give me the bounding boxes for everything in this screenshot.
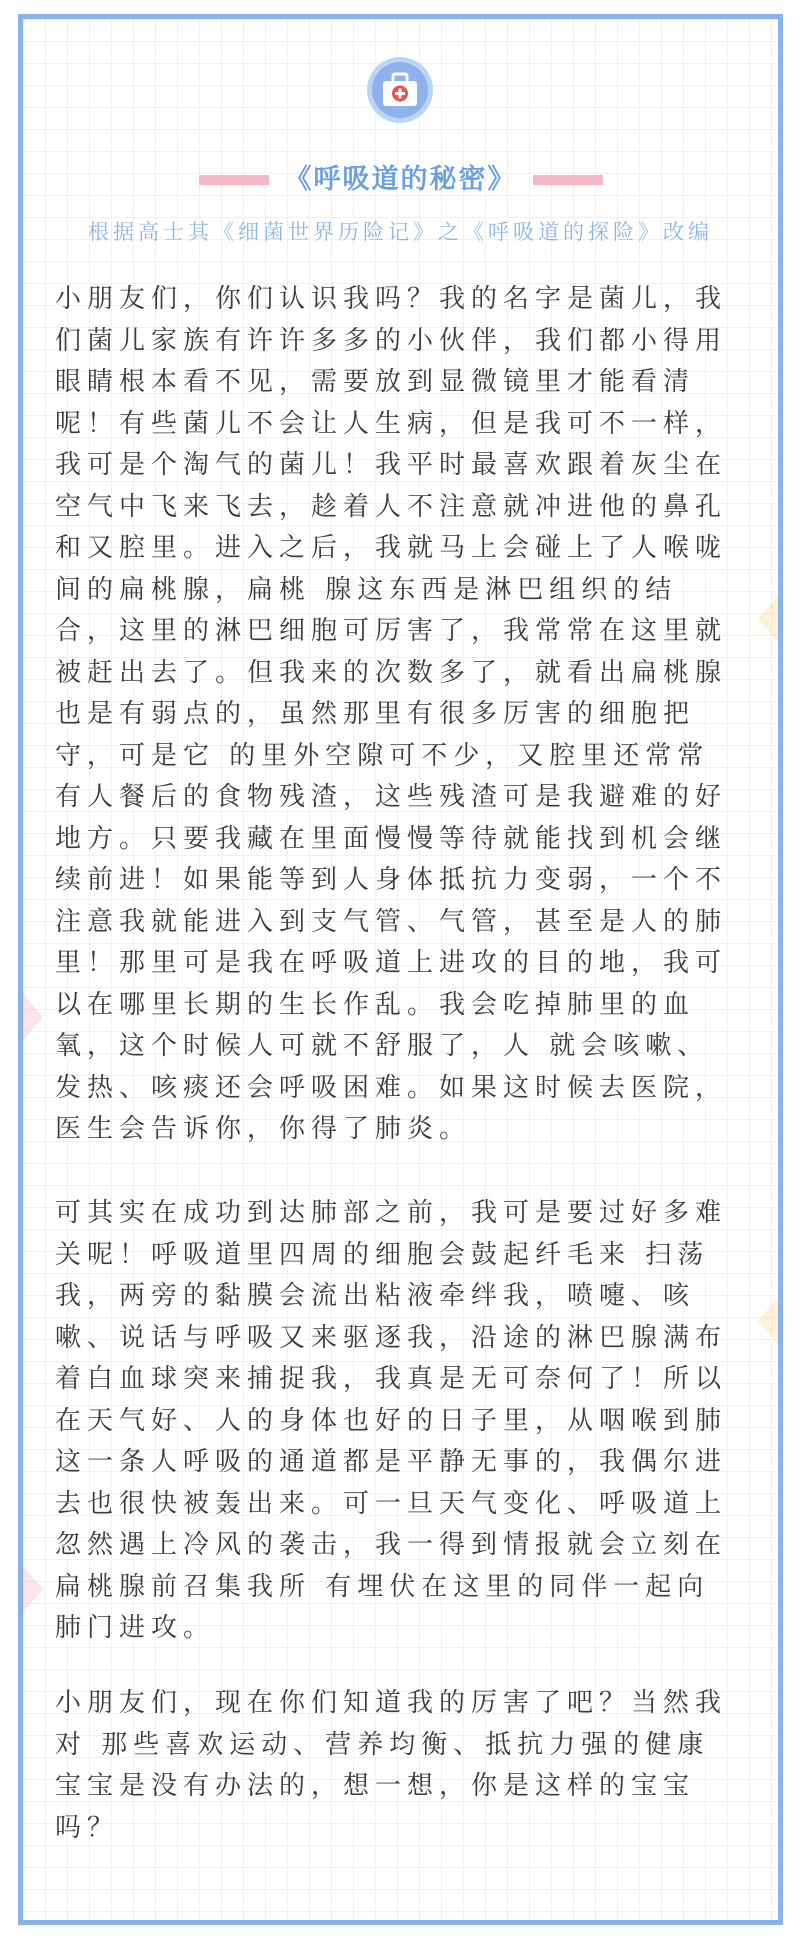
text-line: 扁桃腺前召集我所 有埋伏在这里的同伴一起向 — [55, 1571, 710, 1602]
text-line: 呢！有些菌儿不会让人生病，但是我可不一样， — [55, 408, 728, 439]
text-line: 空气中飞来飞去，趁着人不注意就冲进他的鼻孔 — [55, 491, 728, 522]
text-line: 有人餐后的食物残渣，这些残渣可是我避难的好 — [55, 782, 728, 812]
text-line: 我，两旁的黏膜会流出粘液牵绊我，喷嚏、咳 — [55, 1281, 696, 1311]
medical-kit-icon-graphic — [365, 55, 435, 125]
text-line: 也是有弱点的，虽然那里有很多厉害的细胞把 — [55, 699, 696, 729]
text-line: 着白血球突来捕捉我，我真是无可奈何了！所以 — [55, 1364, 728, 1394]
text-line: 这一条人呼吸的通道都是平静无事的，我偶尔进 — [55, 1447, 728, 1477]
decorative-shape — [758, 589, 783, 649]
text-line: 宝宝是没有办法的，想一想，你是这样的宝宝 — [55, 1771, 696, 1801]
text-line: 们菌儿家族有许许多多的小伙伴，我们都小得用 — [55, 325, 728, 356]
text-line: 间的扁桃腺，扁桃 腺这东西是淋巴组织的结 — [55, 574, 678, 605]
text-line: 眼睛根本看不见，需要放到显微镜里才能看清 — [55, 367, 696, 397]
text-line: 肺门进攻。 — [55, 1613, 216, 1643]
title-row — [0, 162, 801, 198]
paragraph-1 — [55, 279, 755, 1151]
text-line: 吗？ — [55, 1812, 120, 1843]
paragraph-2 — [55, 1193, 755, 1650]
text-line: 对 那些喜欢运动、营养均衡、抵抗力强的健康 — [55, 1729, 710, 1760]
text-line: 关呢！呼吸道里四周的细胞会鼓起纤毛来 扫荡 — [55, 1239, 710, 1270]
text-line: 注意我就能进入到支气管、气管，甚至是人的肺 — [55, 906, 728, 937]
text-line: 氧，这个时候人可就不舒服了，人 就会咳嗽、 — [55, 1031, 710, 1061]
text-line: 里！那里可是我在呼吸道上进攻的目的地，我可 — [55, 948, 728, 978]
text-line: 可其实在成功到达肺部之前，我可是要过好多难 — [55, 1198, 728, 1228]
paragraph-3 — [55, 1683, 755, 1849]
text-line: 在天气好、人的身体也好的日子里，从咽喉到肺 — [55, 1405, 728, 1436]
decorative-shape — [18, 987, 43, 1047]
text-line: 和又腔里。进入之后，我就马上会碰上了人喉咙 — [55, 533, 728, 563]
page-title: 《呼吸道的秘密》 — [284, 164, 517, 195]
text-line: 续前进！如果能等到人身体抵抗力变弱，一个不 — [55, 865, 728, 895]
text-line: 我可是个淘气的菌儿！我平时最喜欢跟着灰尘在 — [55, 450, 728, 480]
text-line: 发热、咳痰还会呼吸困难。如果这时候去医院， — [55, 1072, 728, 1103]
text-line: 忽然遇上冷风的袭击，我一得到情报就会立刻在 — [55, 1530, 728, 1560]
medical-kit-icon — [365, 55, 435, 125]
text-line: 小朋友们，你们认识我吗？我的名字是菌儿，我 — [55, 284, 728, 314]
page-subtitle: 根据高士其《细菌世界历险记》之《呼吸道的探险》改编 — [88, 220, 713, 244]
text-line: 被赶出去了。但我来的次数多了，就看出扁桃腺 — [55, 657, 728, 688]
text-line: 小朋友们，现在你们知道我的厉害了吧？当然我 — [55, 1688, 728, 1718]
title-accent-bar-left — [199, 175, 269, 185]
text-line: 合，这里的淋巴细胞可厉害了，我常常在这里就 — [55, 616, 728, 646]
text-line: 医生会告诉你，你得了肺炎。 — [55, 1114, 472, 1144]
text-line: 守，可是它 的里外空隙可不少，又腔里还常常 — [55, 740, 710, 771]
title-accent-bar-right — [533, 175, 603, 185]
text-line: 地方。只要我藏在里面慢慢等待就能找到机会继 — [55, 823, 728, 854]
decorative-shape — [758, 1291, 783, 1351]
text-line: 去也很快被轰出来。可一旦天气变化、呼吸道上 — [55, 1488, 728, 1519]
text-line: 以在哪里长期的生长作乱。我会吃掉肺里的血 — [55, 989, 696, 1020]
text-line: 嗽、说话与呼吸又来驱逐我，沿途的淋巴腺满布 — [55, 1322, 728, 1353]
decorative-shape — [18, 1559, 43, 1619]
